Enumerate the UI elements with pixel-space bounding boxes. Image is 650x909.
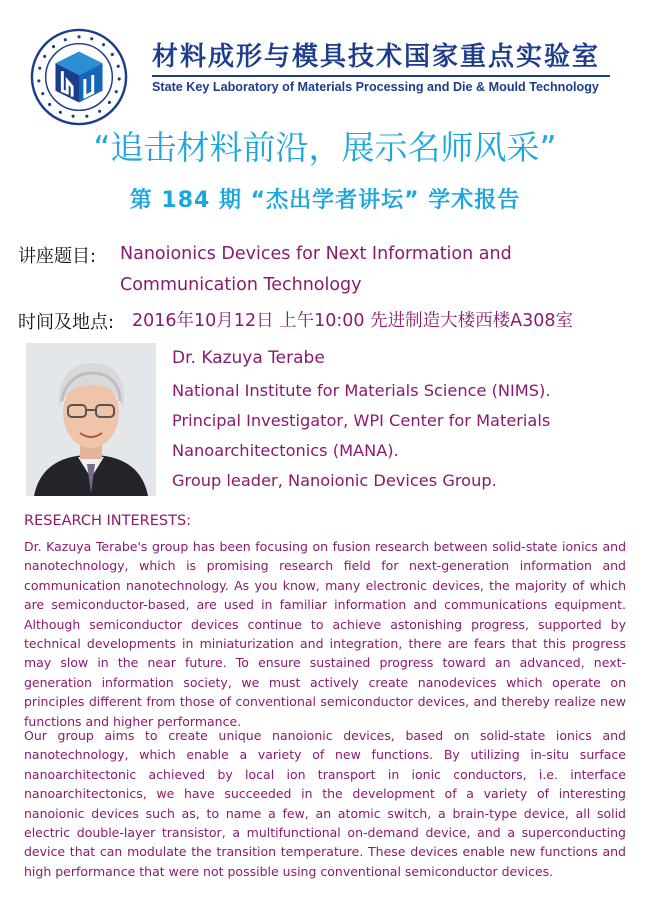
issue-title: 第 184 期 “杰出学者讲坛” 学术报告: [129, 188, 521, 213]
topic-line-1: Nanoionics Devices for Next Information and: [120, 244, 512, 264]
time-place-value: 2016年10月12日 上午10:00 先进制造大楼西楼A308室: [132, 311, 574, 331]
speaker-info: [172, 343, 632, 496]
speaker-affiliation-1: National Institute for Materials Science (NIMS).: [172, 381, 551, 400]
research-paragraph-1: Dr. Kazuya Terabe's group has been focusing on fusion research between solid-state ionics and nanotechnology, which is promising research field for next-generation information and communication nanotechnology. As you know, many electronic devices, the majority of which are semiconductor-based, are used in familiar information and communications equipment. Although semiconductor devices continue to achieve astonishing progress, supported by technical developments in miniaturization and integration, there are fears that this progress may slow in the near future. To ensure sustained progress toward an advanced, next-generation information society, we must actively create nanodevices which operate on principles different from those of conventional semiconductor devices, and thereby realize new functions and higher performance.: [24, 539, 626, 729]
header-divider: [152, 75, 610, 77]
lab-name-chinese: 材料成形与模具技术国家重点实验室: [152, 42, 601, 72]
lab-name-english: State Key Laboratory of Materials Processing and Die & Mould Technology: [152, 80, 599, 94]
research-paragraph-2: Our group aims to create unique nanoionic devices, based on solid-state ionics and nanotechnology, which enable a variety of new functions. By utilizing in-situ surface nanoarchitectonic achieved by local ion transport in ionic conductors, i.e. interface nanoarchitectonics, we have succeeded in the development of a variety of interesting nanoionic devices such as, to name a few, an atomic switch, a brain-type device, all solid electric double-layer transistor, a multifunctional on-demand device, and a superconducting device that can modulate the transition temperature. These devices enable new functions and high performance that were not possible using conventional semiconductor devices.: [24, 728, 626, 879]
speaker-affiliation-3: Nanoarchitectonics (MANA).: [172, 441, 399, 460]
talk-topic: [120, 239, 620, 301]
speaker-affiliation-2: Principal Investigator, WPI Center for Materials: [172, 411, 551, 430]
topic-line-2: Communication Technology: [120, 275, 362, 295]
topic-label: 讲座题目:: [18, 246, 97, 267]
lab-logo: [30, 28, 128, 126]
time-place-label: 时间及地点:: [18, 312, 115, 333]
lab-emblem-icon: [30, 28, 128, 126]
slogan-heading: “追击材料前沿，展示名师风采”: [93, 128, 557, 167]
speaker-name: Dr. Kazuya Terabe: [172, 348, 325, 368]
speaker-photo: [26, 343, 156, 496]
speaker-affiliation-4: Group leader, Nanoionic Devices Group.: [172, 471, 497, 490]
research-interests-heading: RESEARCH INTERESTS:: [24, 513, 192, 529]
